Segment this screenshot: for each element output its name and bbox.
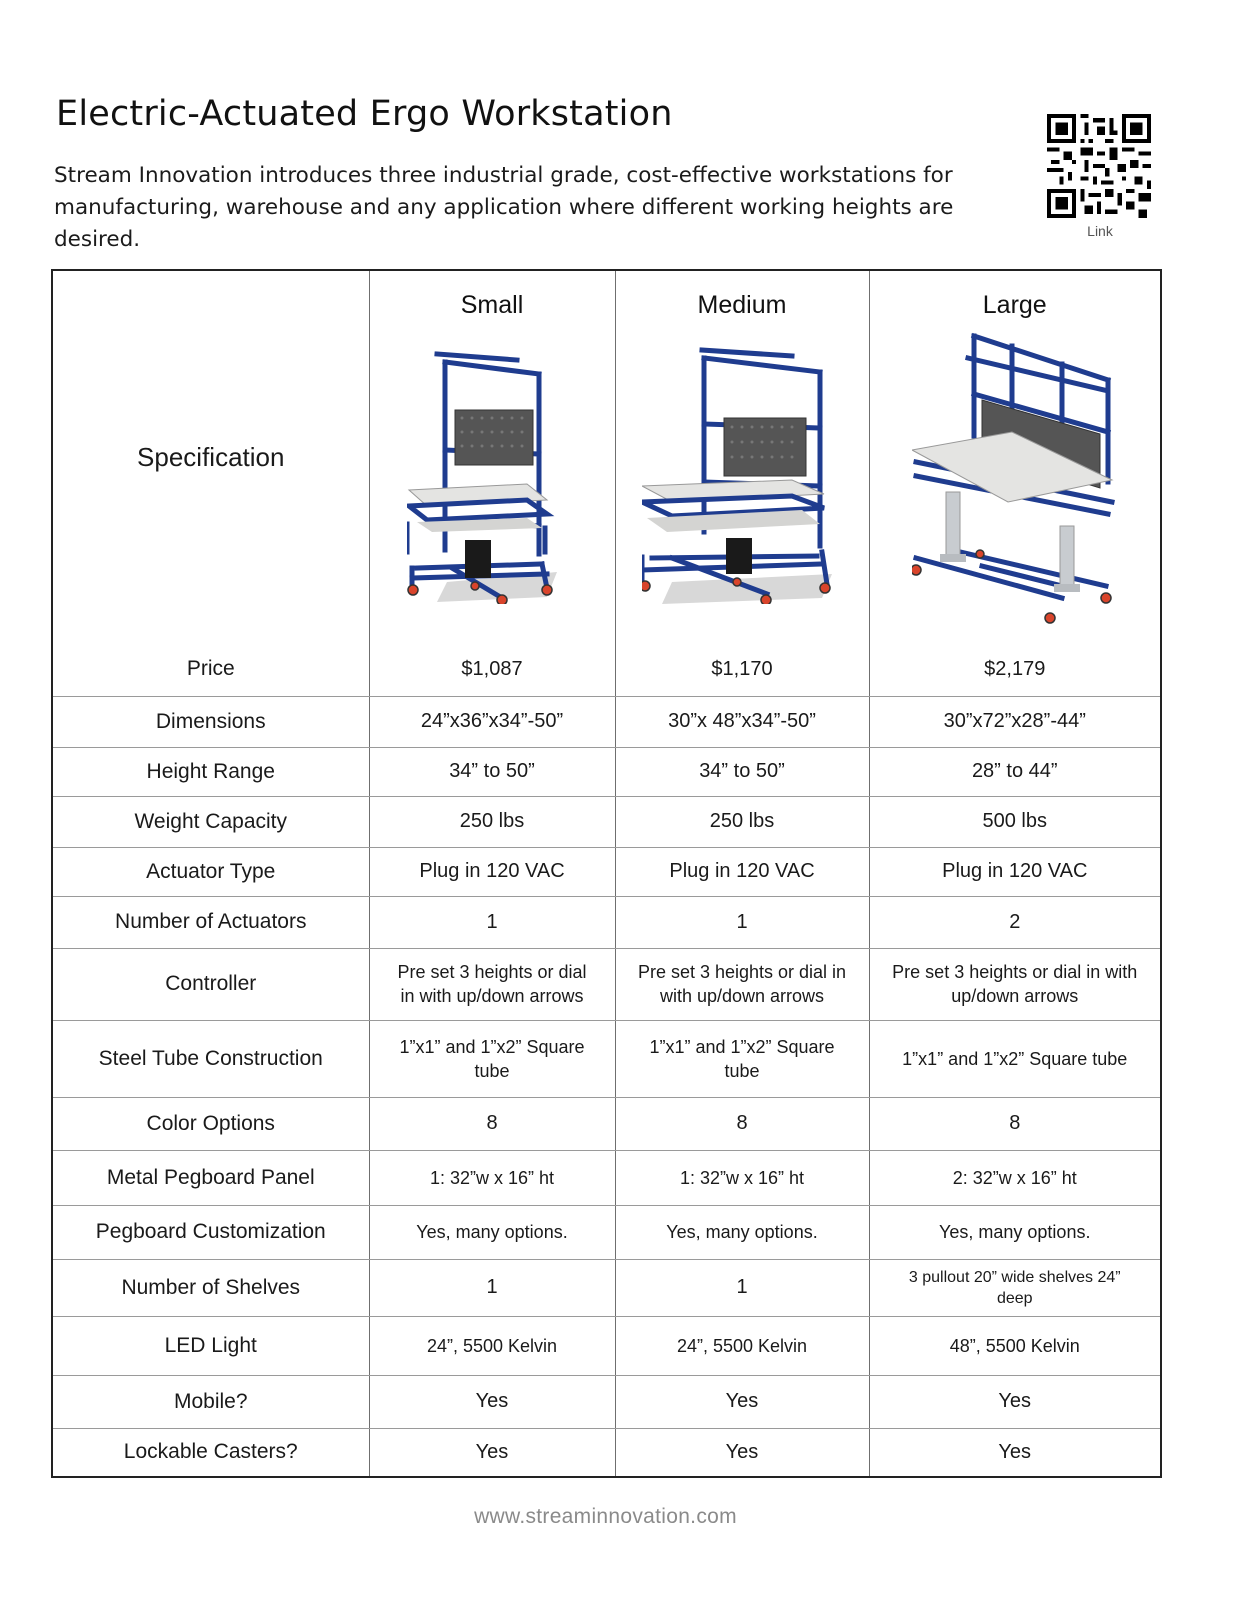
spec-value-medium: Plug in 120 VAC	[615, 847, 869, 896]
spec-value-medium: 1: 32”w x 16” ht	[615, 1150, 869, 1205]
spec-value-large: Pre set 3 heights or dial in with up/down arrows	[869, 948, 1161, 1020]
spec-label: Price	[52, 643, 369, 696]
spec-label: Lockable Casters?	[123, 1440, 298, 1464]
table-row	[52, 1316, 1161, 1375]
spec-value-medium: Yes	[615, 1375, 869, 1428]
spec-value-large: 2: 32”w x 16” ht	[869, 1150, 1161, 1205]
table-row	[52, 1428, 1161, 1477]
spec-label: Number of Shelves	[52, 1259, 369, 1316]
spec-label: Actuator Type	[52, 847, 369, 896]
spec-value-small: 1	[369, 896, 615, 948]
spec-value-medium: 34” to 50”	[615, 747, 869, 796]
spec-value-large: 30”x72”x28”-44”	[869, 696, 1161, 747]
table-row	[52, 696, 1161, 747]
spec-value-small: $1,087	[369, 643, 615, 696]
table-row	[52, 896, 1161, 948]
spec-value-medium: 8	[615, 1097, 869, 1150]
spec-value-large: 48”, 5500 Kelvin	[869, 1316, 1161, 1375]
spec-label: Controller	[52, 948, 369, 1020]
large-workstation-image	[912, 332, 1118, 624]
qr-link-label[interactable]: Link	[1087, 223, 1113, 239]
table-row	[52, 1205, 1161, 1259]
intro-text	[54, 160, 1034, 256]
spec-value-large: 3 pullout 20” wide shelves 24” deep	[869, 1259, 1161, 1316]
spec-value-large: 500 lbs	[869, 796, 1161, 847]
spec-table	[51, 269, 1162, 1478]
table-row	[52, 1020, 1161, 1097]
spec-rows	[52, 643, 1161, 1477]
spec-label: Height Range	[52, 747, 369, 796]
spec-value-small: Yes, many options.	[369, 1205, 615, 1259]
spec-value-large: Yes, many options.	[869, 1205, 1161, 1259]
spec-value-medium: 24”, 5500 Kelvin	[615, 1316, 869, 1375]
spec-value-large: Yes	[869, 1375, 1161, 1428]
spec-label: Number of Actuators	[52, 896, 369, 948]
model-small	[369, 270, 615, 643]
spec-value-medium: Pre set 3 heights or dial in with up/down arrows	[615, 948, 869, 1020]
spec-value-small: Plug in 120 VAC	[369, 847, 615, 896]
spec-value-large: $2,179	[869, 643, 1161, 696]
intro-line-1: Stream Innovation introduces three industrial grade, cost-effective workstations for	[54, 163, 953, 188]
model-large	[869, 270, 1161, 643]
spec-value-large: Plug in 120 VAC	[869, 847, 1161, 896]
table-row	[52, 948, 1161, 1020]
spec-label: Dimensions	[52, 696, 369, 747]
model-name-medium: Medium	[697, 291, 787, 319]
qr-code-icon[interactable]	[1047, 114, 1151, 218]
table-row	[52, 1097, 1161, 1150]
spec-label: Pegboard Customization	[52, 1205, 369, 1259]
spec-value-small: 24”, 5500 Kelvin	[369, 1316, 615, 1375]
table-row	[52, 1259, 1161, 1316]
model-name-large: Large	[982, 291, 1047, 319]
intro-line-2: manufacturing, warehouse and any application where different working heights are desired.	[54, 195, 954, 252]
spec-value-small: 34” to 50”	[369, 747, 615, 796]
spec-value-large: 28” to 44”	[869, 747, 1161, 796]
spec-value-medium: Yes	[615, 1428, 869, 1477]
spec-value-medium: Yes, many options.	[615, 1205, 869, 1259]
spec-value-small: 8	[369, 1097, 615, 1150]
spec-value-medium: 250 lbs	[615, 796, 869, 847]
spec-value-medium: 1”x1” and 1”x2” Square tube	[615, 1020, 869, 1097]
spec-label: Metal Pegboard Panel	[52, 1150, 369, 1205]
spec-label: Steel Tube Construction	[52, 1020, 369, 1097]
spec-value-medium: 30”x 48”x34”-50”	[615, 696, 869, 747]
spec-value-medium: $1,170	[615, 643, 869, 696]
table-row	[52, 847, 1161, 896]
spec-label: Mobile?	[52, 1375, 369, 1428]
table-row	[52, 643, 1161, 696]
spec-value-small: Yes	[369, 1428, 615, 1477]
model-medium	[615, 270, 869, 643]
spec-value-small: 1”x1” and 1”x2” Square tube	[369, 1020, 615, 1097]
spec-value-large: 8	[869, 1097, 1161, 1150]
table-row	[52, 1150, 1161, 1205]
spec-value-small: 250 lbs	[369, 796, 615, 847]
spec-value-small: Pre set 3 heights or dial in with up/down arrows	[369, 948, 615, 1020]
spec-value-small: 1	[369, 1259, 615, 1316]
spec-label: Weight Capacity	[52, 796, 369, 847]
table-header-row	[52, 270, 1161, 643]
spec-value-small: Yes	[369, 1375, 615, 1428]
spec-value-large: Yes	[869, 1428, 1161, 1477]
spec-value-medium: 1	[615, 1259, 869, 1316]
small-workstation-image	[407, 342, 577, 604]
page-title: Electric-Actuated Ergo Workstation	[56, 94, 673, 134]
spec-value-large: 2	[869, 896, 1161, 948]
medium-workstation-image	[642, 342, 842, 604]
table-row	[52, 1375, 1161, 1428]
table-row	[52, 747, 1161, 796]
spec-value-medium: 1	[615, 896, 869, 948]
spec-label: Color Options	[52, 1097, 369, 1150]
spec-value-large: 1”x1” and 1”x2” Square tube	[869, 1020, 1161, 1097]
table-row	[52, 796, 1161, 847]
spec-value-small: 24”x36”x34”-50”	[369, 696, 615, 747]
spec-value-small: 1: 32”w x 16” ht	[369, 1150, 615, 1205]
model-name-small: Small	[460, 291, 524, 319]
spec-header: Specification	[137, 441, 285, 472]
footer-url[interactable]: www.streaminnovation.com	[474, 1505, 737, 1528]
spec-label: LED Light	[52, 1316, 369, 1375]
